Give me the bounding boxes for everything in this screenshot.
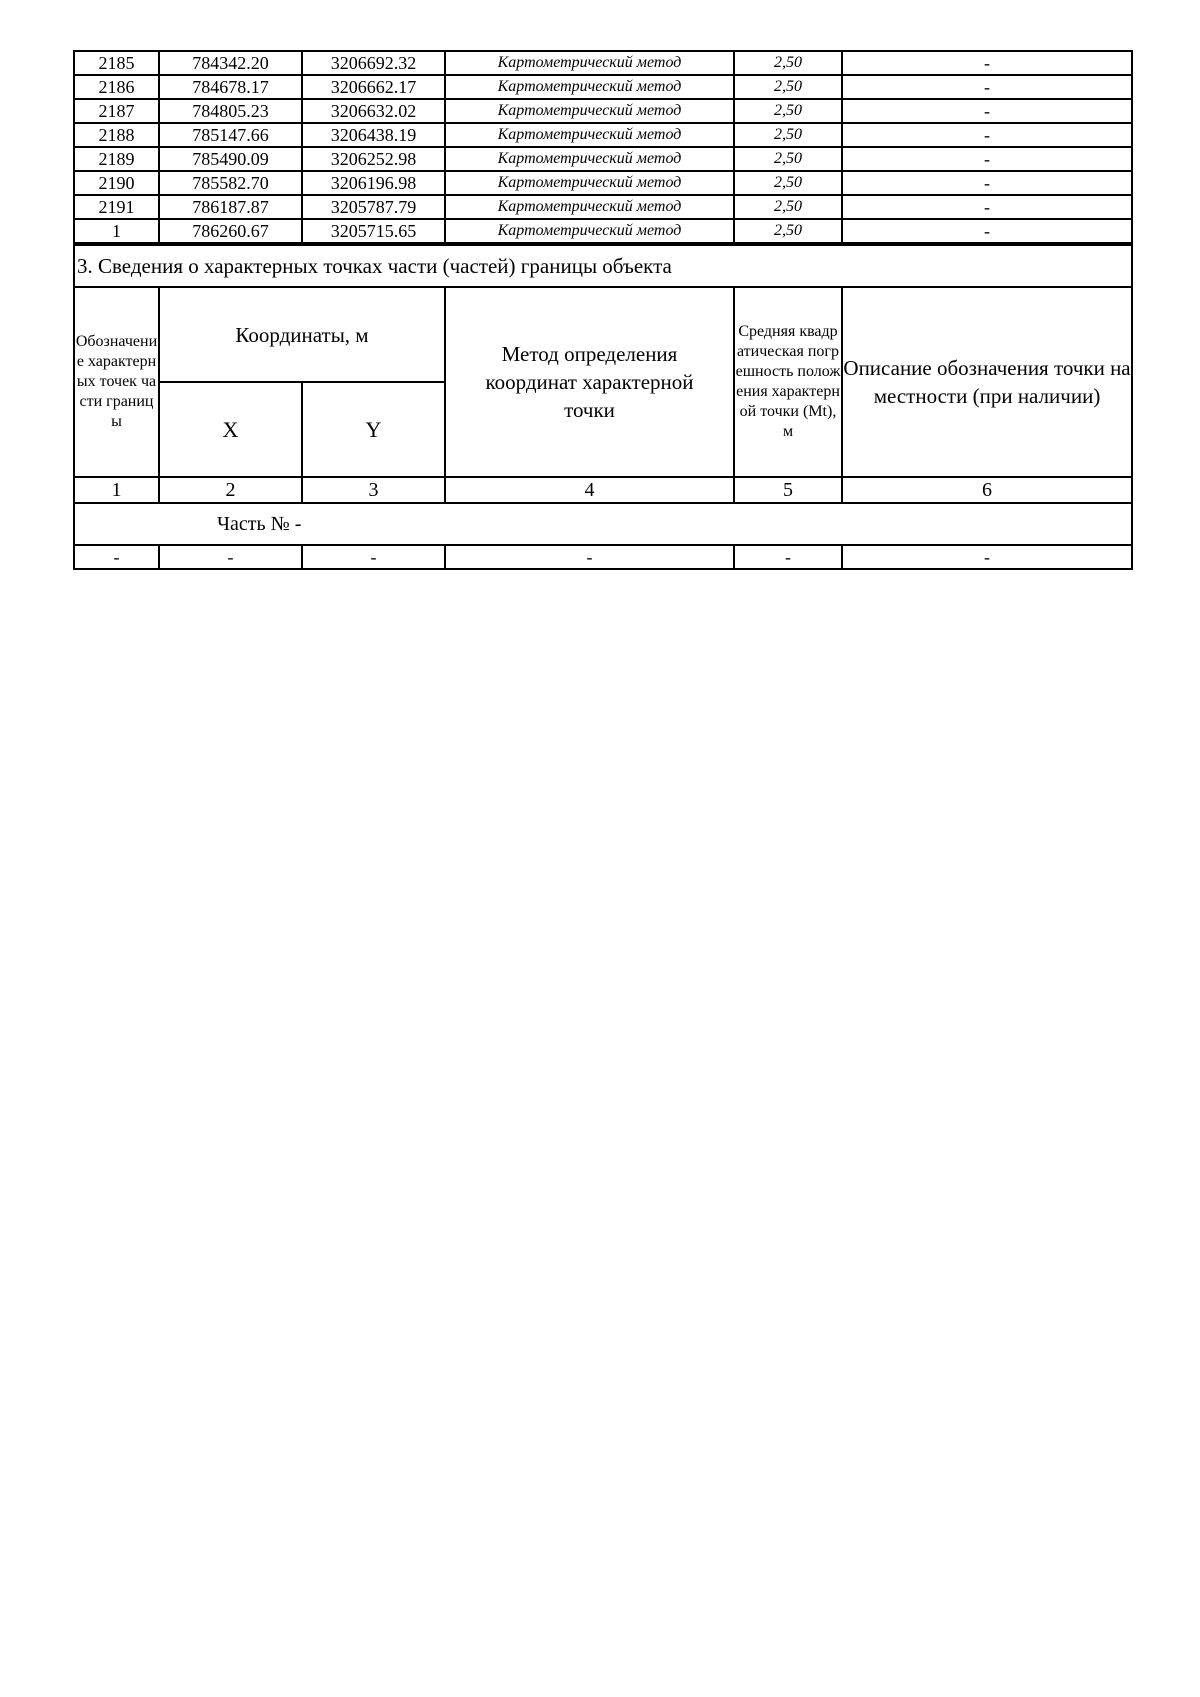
table-row bbox=[74, 51, 1132, 75]
empty-cell: - bbox=[734, 545, 842, 569]
x-coordinate-cell: 786187.87 bbox=[159, 195, 302, 219]
description-cell: - bbox=[842, 195, 1132, 219]
empty-cell: - bbox=[445, 545, 734, 569]
header-description: Описание обозначения точки на местности (при наличии) bbox=[842, 287, 1132, 477]
x-coordinate-cell: 784805.23 bbox=[159, 99, 302, 123]
x-coordinate-cell: 785582.70 bbox=[159, 171, 302, 195]
column-number: 1 bbox=[74, 477, 159, 503]
x-coordinate-cell: 784678.17 bbox=[159, 75, 302, 99]
header-designation: Обозначение характерных точек части границы bbox=[74, 287, 159, 477]
x-coordinate-cell: 786260.67 bbox=[159, 219, 302, 243]
method-cell: Картометрический метод bbox=[445, 171, 734, 195]
mt-cell: 2,50 bbox=[734, 195, 842, 219]
method-cell: Картометрический метод bbox=[445, 219, 734, 243]
description-cell: - bbox=[842, 51, 1132, 75]
description-cell: - bbox=[842, 75, 1132, 99]
empty-cell: - bbox=[74, 545, 159, 569]
description-cell: - bbox=[842, 171, 1132, 195]
mt-cell: 2,50 bbox=[734, 75, 842, 99]
y-coordinate-cell: 3205715.65 bbox=[302, 219, 445, 243]
y-coordinate-cell: 3206252.98 bbox=[302, 147, 445, 171]
header-y: Y bbox=[302, 382, 445, 477]
point-id-cell: 1 bbox=[74, 219, 159, 243]
method-cell: Картометрический метод bbox=[445, 99, 734, 123]
y-coordinate-cell: 3205787.79 bbox=[302, 195, 445, 219]
table-row bbox=[74, 219, 1132, 243]
points-table bbox=[73, 50, 1133, 244]
column-number: 2 bbox=[159, 477, 302, 503]
method-cell: Картометрический метод bbox=[445, 123, 734, 147]
empty-cell: - bbox=[842, 545, 1132, 569]
column-number: 4 bbox=[445, 477, 734, 503]
header-x: X bbox=[159, 382, 302, 477]
table-row bbox=[74, 195, 1132, 219]
x-coordinate-cell: 784342.20 bbox=[159, 51, 302, 75]
mt-cell: 2,50 bbox=[734, 219, 842, 243]
section3-table bbox=[73, 244, 1133, 570]
point-id-cell: 2188 bbox=[74, 123, 159, 147]
description-cell: - bbox=[842, 123, 1132, 147]
column-number: 3 bbox=[302, 477, 445, 503]
header-mt: Средняя квадратическая погрешность положения характерной точки (Mt), м bbox=[734, 287, 842, 477]
table-row bbox=[74, 171, 1132, 195]
column-number: 6 bbox=[842, 477, 1132, 503]
description-cell: - bbox=[842, 99, 1132, 123]
section3-title: 3. Сведения о характерных точках части (частей) границы объекта bbox=[74, 245, 1132, 287]
mt-cell: 2,50 bbox=[734, 51, 842, 75]
point-id-cell: 2191 bbox=[74, 195, 159, 219]
method-cell: Картометрический метод bbox=[445, 147, 734, 171]
y-coordinate-cell: 3206438.19 bbox=[302, 123, 445, 147]
description-cell: - bbox=[842, 219, 1132, 243]
header-method: Метод определения координат характерной точки bbox=[445, 287, 734, 477]
empty-cell: - bbox=[302, 545, 445, 569]
points-table-body bbox=[74, 51, 1132, 243]
empty-cell: - bbox=[159, 545, 302, 569]
method-cell: Картометрический метод bbox=[445, 75, 734, 99]
mt-cell: 2,50 bbox=[734, 147, 842, 171]
point-id-cell: 2187 bbox=[74, 99, 159, 123]
y-coordinate-cell: 3206662.17 bbox=[302, 75, 445, 99]
mt-cell: 2,50 bbox=[734, 99, 842, 123]
point-id-cell: 2185 bbox=[74, 51, 159, 75]
y-coordinate-cell: 3206196.98 bbox=[302, 171, 445, 195]
mt-cell: 2,50 bbox=[734, 123, 842, 147]
table-row bbox=[74, 147, 1132, 171]
table-row bbox=[74, 99, 1132, 123]
method-cell: Картометрический метод bbox=[445, 195, 734, 219]
header-coordinates: Координаты, м bbox=[159, 287, 445, 382]
x-coordinate-cell: 785147.66 bbox=[159, 123, 302, 147]
mt-cell: 2,50 bbox=[734, 171, 842, 195]
table-row bbox=[74, 75, 1132, 99]
table-row bbox=[74, 123, 1132, 147]
point-id-cell: 2189 bbox=[74, 147, 159, 171]
document-sheet bbox=[73, 50, 1131, 570]
y-coordinate-cell: 3206692.32 bbox=[302, 51, 445, 75]
y-coordinate-cell: 3206632.02 bbox=[302, 99, 445, 123]
point-id-cell: 2186 bbox=[74, 75, 159, 99]
x-coordinate-cell: 785490.09 bbox=[159, 147, 302, 171]
description-cell: - bbox=[842, 147, 1132, 171]
point-id-cell: 2190 bbox=[74, 171, 159, 195]
method-cell: Картометрический метод bbox=[445, 51, 734, 75]
column-number: 5 bbox=[734, 477, 842, 503]
part-label: Часть № - bbox=[74, 503, 1132, 545]
